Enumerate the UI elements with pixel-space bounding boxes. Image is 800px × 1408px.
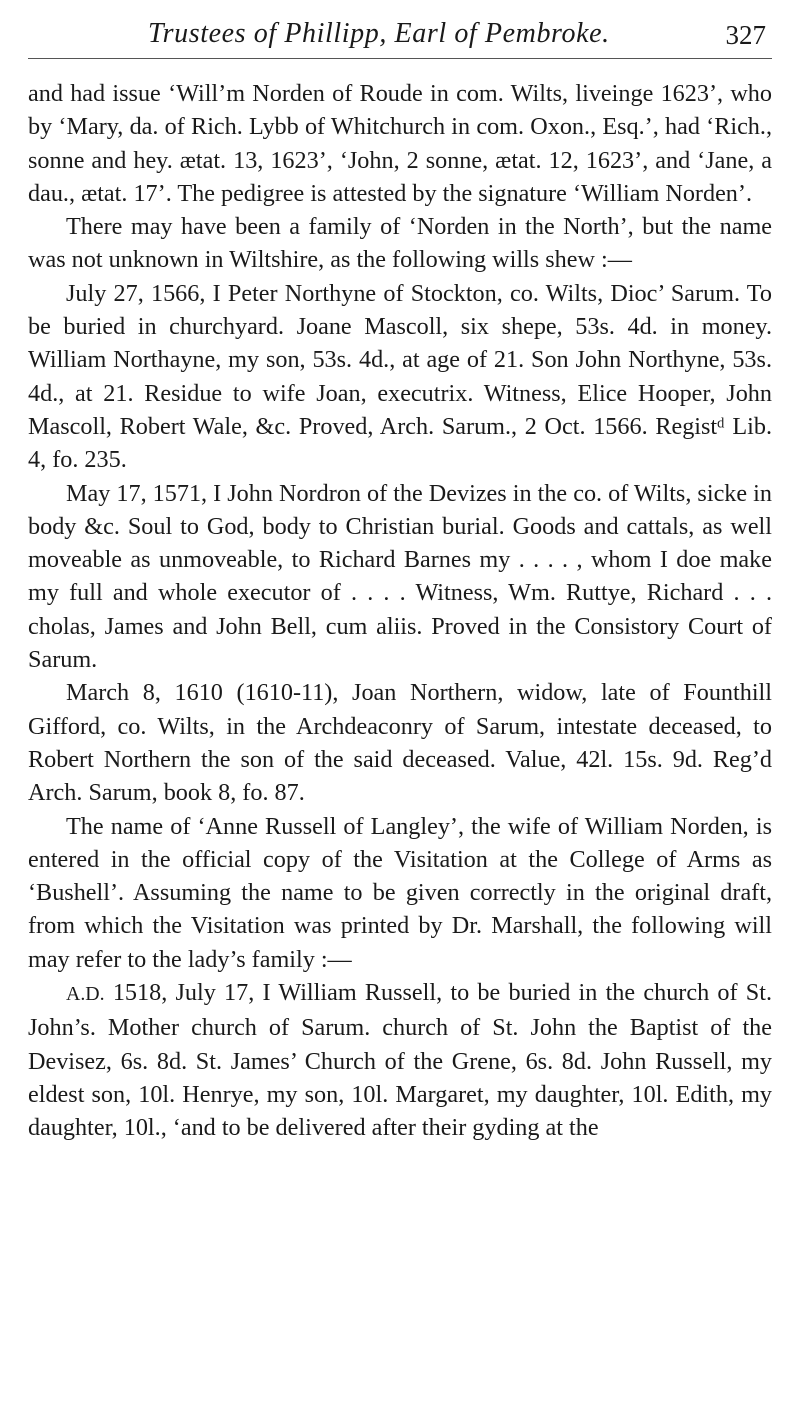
paragraph-norden-north: There may have been a family of ‘Norden in the North’, but the name was not unknown in Wiltshire, as the following wills shew :— [28,213,772,274]
paragraph-continuation: and had issue ‘Will’m Norden of Roude in com. Wilts, liveinge 1623’, who by ‘Mary, da. of Rich. Lybb of Whitchurch in com. Oxon., Esq.’, had ‘Rich., sonne and hey. ætat. 13, 1623’, ‘John, 2 sonne, ætat. 12, 1623’, and ‘Jane, a dau., ætat. 17’. The pedigree is attested by the signature ‘William Norden’. [28,80,772,207]
body-text [28,77,772,1145]
paragraph-will-1571: May 17, 1571, I John Nordron of the Devizes in the co. of Wilts, sicke in body &c. Soul to God, body to Christian burial. Goods and cattals, as well moveable as unmoveable, to Richard Barnes my . . . . , whom I doe make my full and whole executor of . . . . Witness, Wm. Ruttye, Richard . . . cholas, James and John Bell, cum aliis. Proved in the Consistory Court of Sarum. [28,479,772,674]
era-label: A.D. [66,983,105,1006]
paragraph-will-1518 [28,976,772,1144]
paragraph-will-1566: July 27, 1566, I Peter Northyne of Stockton, co. Wilts, Dioc’ Sarum. To be buried in churchyard. Joane Mascoll, six shepe, 53s. 4d. in money. William Northayne, my son, 53s. 4d., at age of 21. Son John Northyne, 53s. 4d., at 21. Residue to wife Joan, executrix. Witness, Elice Hooper, John Mascoll, Robert Wale, &c. Proved, Arch. Sarum., 2 Oct. 1566. Registᵈ Lib. 4, fo. 235. [28,279,772,474]
running-head [28,12,772,59]
book-page [28,12,772,1145]
paragraph-russell-note: The name of ‘Anne Russell of Langley’, the wife of William Norden, is entered in the official copy of the Visitation at the College of Arms as ‘Bushell’. Assuming the name to be given correctly in the original draft, from which the Visitation was printed by Dr. Marshall, the following will may refer to the lady’s family :— [28,812,772,973]
will-1518-text: 1518, July 17, I William Russell, to be buried in the church of St. John’s. Mother church of Sarum. church of St. John the Baptist of the Devisez, 6s. 8d. St. James’ Church of the Grene, 6s. 8d. John Russell, my eldest son, 10l. Henrye, my son, 10l. Margaret, my daughter, 10l. Edith, my daughter, 10l., ‘and to be delivered after their gyding at the [28,979,773,1142]
paragraph-administration-1610: March 8, 1610 (1610-11), Joan Northern, widow, late of Founthill Gifford, co. Wilts, in the Archdeaconry of Sarum, intestate deceased, to Robert Northern the son of the said deceased. Value, 42l. 15s. 9d. Reg’d Arch. Sarum, book 8, fo. 87. [28,679,772,807]
running-title: Trustees of Phillipp, Earl of Pembroke. [148,18,610,49]
page-number: 327 [725,20,766,50]
